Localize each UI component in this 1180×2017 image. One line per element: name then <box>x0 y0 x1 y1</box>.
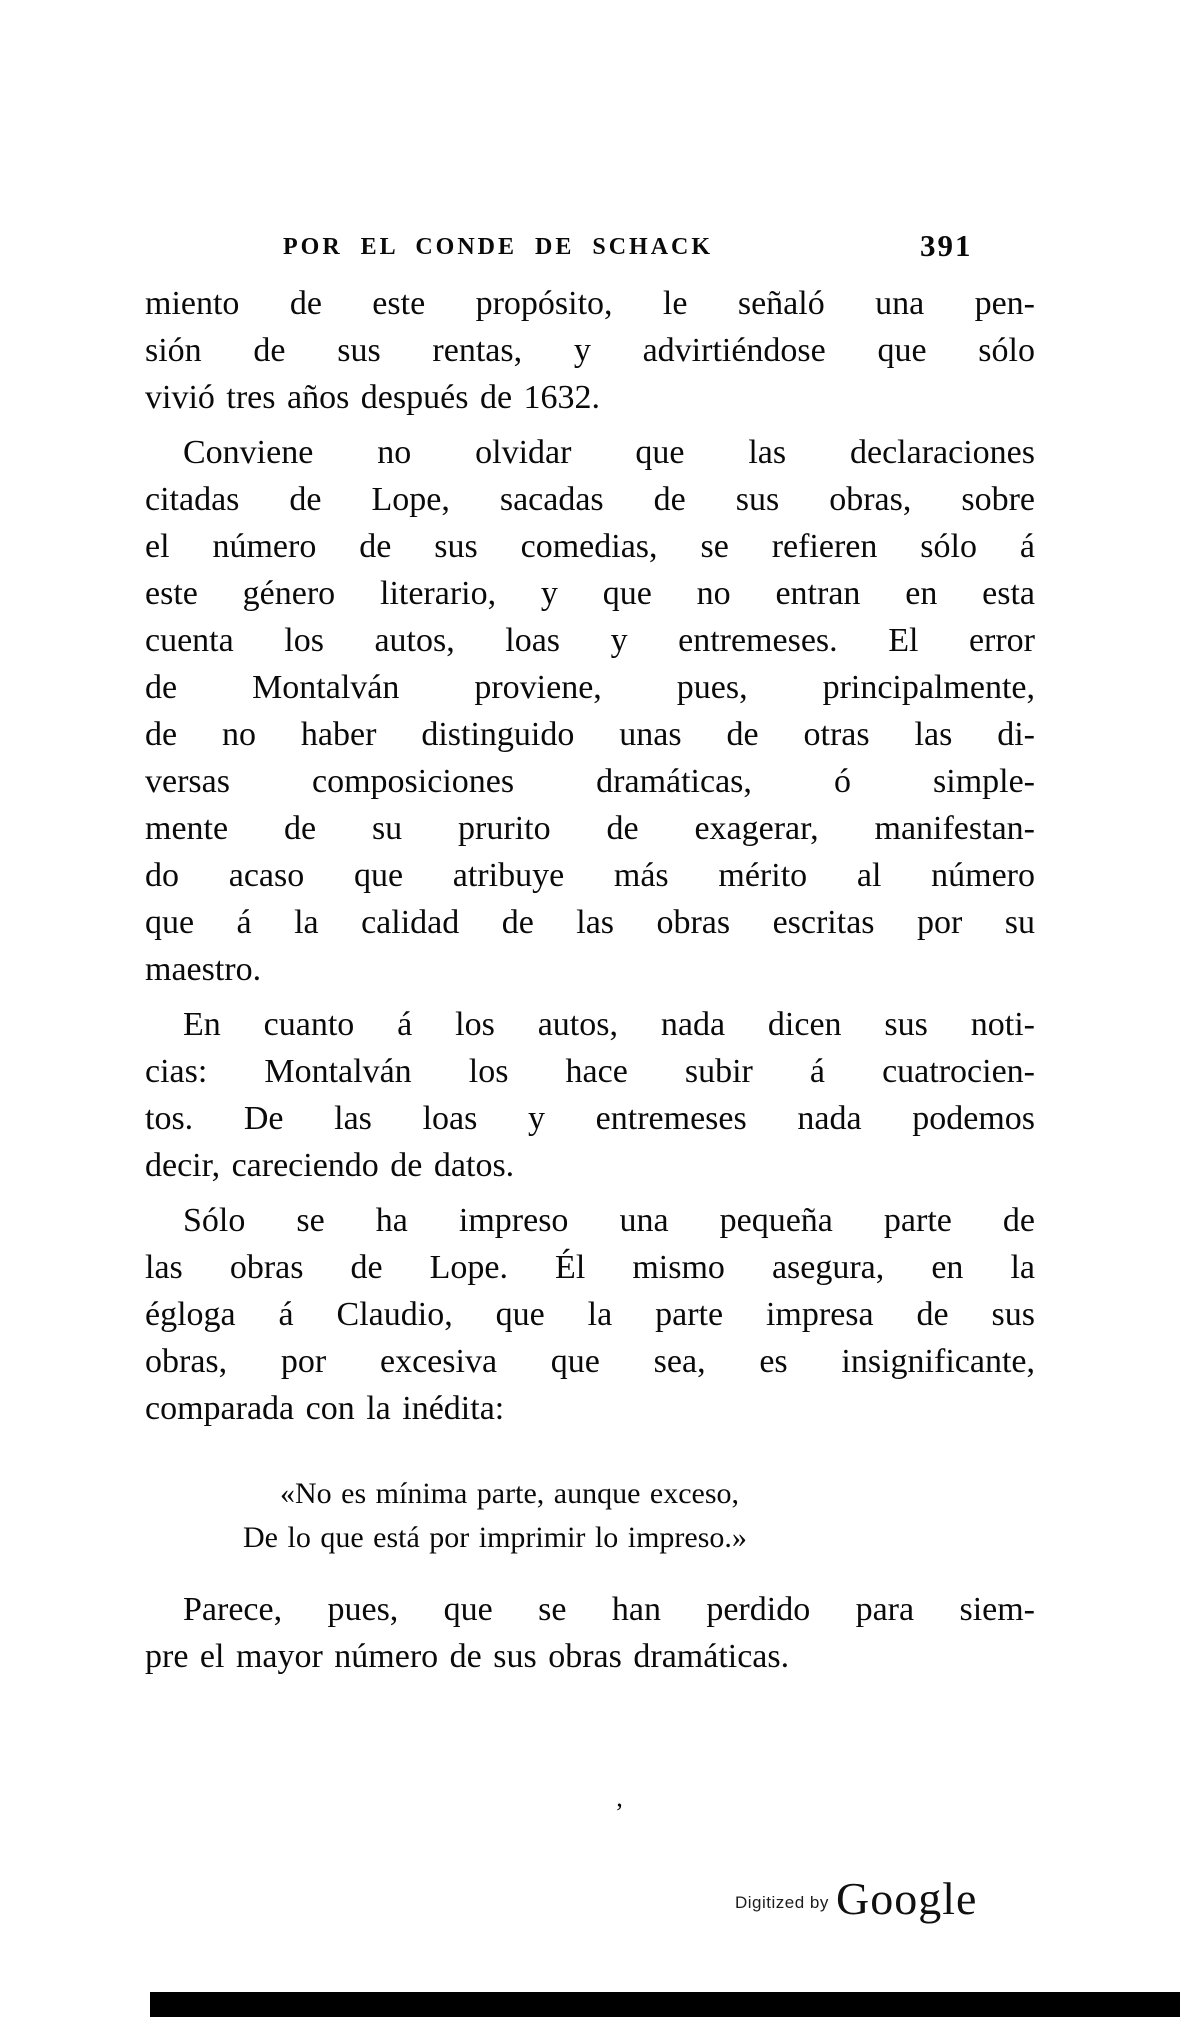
scan-edge-bar <box>150 1992 1180 2017</box>
google-logo: Google <box>836 1873 978 1924</box>
text-line: obras, por excesiva que sea, es insignificante, <box>145 1343 1035 1380</box>
verse-line: De lo que está por imprimir lo impreso.» <box>243 1521 747 1554</box>
digitized-by-label: Digitized by <box>735 1893 829 1912</box>
text-line: este género literario, y que no entran en esta <box>145 575 1035 612</box>
text-line: citadas de Lope, sacadas de sus obras, sobre <box>145 481 1035 518</box>
text-line: decir, careciendo de datos. <box>145 1147 515 1184</box>
text-line: égloga á Claudio, que la parte impresa de sus <box>145 1296 1035 1333</box>
text-line: En cuanto á los autos, nada dicen sus noti- <box>183 1006 1035 1043</box>
page-number: 391 <box>920 228 973 263</box>
text-line: de Montalván proviene, pues, principalmente, <box>145 669 1035 706</box>
paragraph <box>145 1586 1035 1680</box>
text-line: versas composiciones dramáticas, ó simple- <box>145 763 1035 800</box>
text-line: Sólo se ha impreso una pequeña parte de <box>183 1202 1035 1239</box>
paragraph <box>145 1197 1035 1432</box>
text-line: cuenta los autos, loas y entremeses. El error <box>145 622 1035 659</box>
text-line: el número de sus comedias, se refieren sólo á <box>145 528 1035 565</box>
text-line: Parece, pues, que se han perdido para siem- <box>183 1591 1035 1628</box>
verse-quote <box>145 1472 1035 1560</box>
text-line: vivió tres años después de 1632. <box>145 379 601 416</box>
text-line: mente de su prurito de exagerar, manifestan- <box>145 810 1035 847</box>
text-line: miento de este propósito, le señaló una pen- <box>145 285 1035 322</box>
stray-ink-mark: ’ <box>615 1798 624 1827</box>
verse-line: «No es mínima parte, aunque exceso, <box>280 1477 740 1510</box>
running-head-title: POR EL CONDE DE SCHACK <box>283 234 714 260</box>
text-line: pre el mayor número de sus obras dramáticas. <box>145 1638 790 1675</box>
text-line: maestro. <box>145 951 262 988</box>
text-line: de no haber distinguido unas de otras las di- <box>145 716 1035 753</box>
page-text <box>145 280 1035 1680</box>
paragraph <box>145 280 1035 421</box>
text-line: comparada con la inédita: <box>145 1390 505 1427</box>
paragraph <box>145 429 1035 993</box>
text-line: las obras de Lope. Él mismo asegura, en la <box>145 1249 1035 1286</box>
text-line: sión de sus rentas, y advirtiéndose que sólo <box>145 332 1035 369</box>
text-line: tos. De las loas y entremeses nada podemos <box>145 1100 1035 1137</box>
text-line: cias: Montalván los hace subir á cuatrocien- <box>145 1053 1035 1090</box>
paragraph <box>145 1001 1035 1189</box>
text-line: do acaso que atribuye más mérito al número <box>145 857 1035 894</box>
text-line: Conviene no olvidar que las declaraciones <box>183 434 1035 471</box>
text-line: que á la calidad de las obras escritas por su <box>145 904 1035 941</box>
